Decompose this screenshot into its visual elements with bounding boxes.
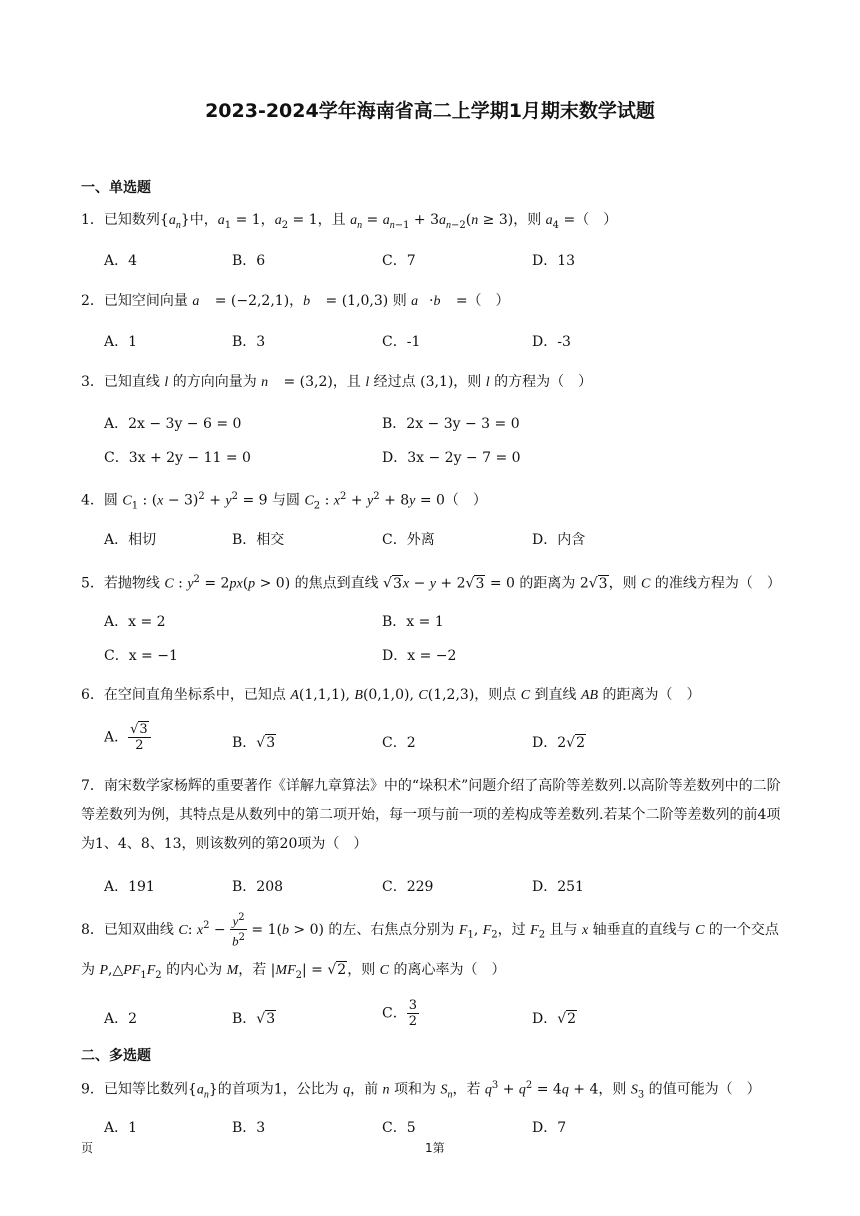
- question-6-options: [104, 722, 784, 762]
- question-3: 3．已知直线 l 的方向向量为 n⃗ = (3,2)，且 l 经过点 (3,1)，则 l 的方程为（ ）: [81, 374, 593, 390]
- option-c: C． $\frac{3}{2}$: [382, 998, 417, 1029]
- option-c: C．-1: [382, 334, 421, 350]
- option-a: A． $\frac{√3}{2}$: [104, 722, 151, 753]
- option-d: D．7: [532, 1120, 567, 1136]
- option-d: D．2√2: [532, 735, 585, 751]
- question-8-options: [104, 998, 784, 1038]
- option-c: C．x = −1: [104, 648, 178, 664]
- question-1-options: [104, 250, 784, 272]
- question-2-options: [104, 331, 784, 353]
- question-4: 4．圆 $C_1$ : $(x - 3)^2 + y^2 = 9$ 与圆 $C_2$ : $x^2 + y^2 + 8y = 0$（ ）: [81, 491, 487, 512]
- question-5: 5．若抛物线 C : $y^2 = 2px(p > 0)$ 的焦点到直线 √3x − y + 2√3 = 0 的距离为 2√3，则 C 的准线方程为（ ）: [81, 574, 781, 592]
- option-a: A．4: [104, 253, 138, 269]
- question-5-options-row2: [104, 645, 784, 667]
- option-d: D．-3: [532, 334, 571, 350]
- option-a: A．x = 2: [104, 614, 166, 630]
- option-a: A．2x − 3y − 6 = 0: [104, 416, 242, 432]
- option-d: D．x = −2: [382, 648, 457, 664]
- option-b: B．√3: [232, 735, 276, 751]
- footer-page-number: 1第: [425, 1141, 445, 1155]
- option-a: A．1: [104, 1120, 138, 1136]
- question-5-options-row1: [104, 611, 784, 633]
- option-b: B．相交: [232, 532, 285, 548]
- option-c: C．2: [382, 735, 416, 751]
- question-3-options-row2: [104, 447, 784, 469]
- option-a: A．相切: [104, 532, 157, 548]
- option-c: C．3x + 2y − 11 = 0: [104, 450, 251, 466]
- option-c: C．外离: [382, 532, 435, 548]
- page-title: 2023-2024学年海南省高二上学期1月期末数学试题: [205, 100, 655, 122]
- option-c: C．229: [382, 879, 434, 895]
- question-9-options: [104, 1117, 784, 1139]
- option-b: B．2x − 3y − 3 = 0: [382, 416, 520, 432]
- section-heading-multiple-choice: 二、多选题: [81, 1048, 151, 1064]
- option-d: D．251: [532, 879, 584, 895]
- question-1: 1．已知数列$\{a_n\}$中，$a_1 = 1$，$a_2 = 1$，且 $a_n = a_{n-1} + 3a_{n-2}(n \ge 3)$，则 $a_4$ =（ ）: [81, 212, 618, 231]
- option-d: D．13: [532, 253, 576, 269]
- question-3-options-row1: [104, 413, 784, 435]
- question-8-line2: 为 $P,\triangle PF_1F_2$ 的内心为 M，若 $|MF_2| = √2$，则 C 的离心率为（ ）: [81, 962, 506, 981]
- question-9: 9．已知等比数列$\{a_n\}$的首项为1，公比为 q，前 n 项和为 $S_n$，若 $q^3 + q^2 = 4q + 4$，则 $S_3$ 的值可能为（ ）: [81, 1080, 761, 1101]
- question-2: 2．已知空间向量 a⃗ = (−2,2,1)，b⃗ = (1,0,3) 则 a⃗·b⃗ =（ ）: [81, 293, 510, 309]
- question-4-options: [104, 529, 784, 551]
- option-d: D．内含: [532, 532, 586, 548]
- option-c: C．5: [382, 1120, 416, 1136]
- question-8-line1: 8．已知双曲线 C: $x^2$ − $\frac{y^2}{b^2}$ = 1(b > 0) 的左、右焦点分别为 $F_1$, $F_2$，过 $F_2$ 且与 x 轴垂直的直线与 C 的一个交点: [81, 912, 779, 949]
- option-a: A．2: [104, 1011, 138, 1027]
- question-7: 7．南宋数学家杨辉的重要著作《详解九章算法》中的“垛积术”问题介绍了高阶等差数列.以高阶等差数列中的二阶等差数列为例，其特点是从数列中的第二项开始，每一项与前一项的差构成等差数列.若某个二阶等差数列的前4项为1、4、8、13，则该数列的第20项为（ ）: [81, 778, 781, 852]
- section-heading-single-choice: 一、单选题: [81, 180, 151, 196]
- option-b: B．√3: [232, 1011, 276, 1027]
- option-b: B．x = 1: [382, 614, 444, 630]
- footer-left: 页: [81, 1141, 94, 1155]
- option-c: C．7: [382, 253, 416, 269]
- option-a: A．191: [104, 879, 155, 895]
- option-b: B．3: [232, 334, 266, 350]
- option-b: B．208: [232, 879, 284, 895]
- option-d: D．3x − 2y − 7 = 0: [382, 450, 521, 466]
- option-b: B．3: [232, 1120, 266, 1136]
- question-6: 6．在空间直角坐标系中，已知点 A(1,1,1), B(0,1,0), C(1,2,3)，则点 C 到直线 AB 的距离为（ ）: [81, 687, 701, 703]
- option-d: D．√2: [532, 1011, 577, 1027]
- question-7-options: [104, 876, 784, 898]
- option-a: A．1: [104, 334, 138, 350]
- option-b: B．6: [232, 253, 266, 269]
